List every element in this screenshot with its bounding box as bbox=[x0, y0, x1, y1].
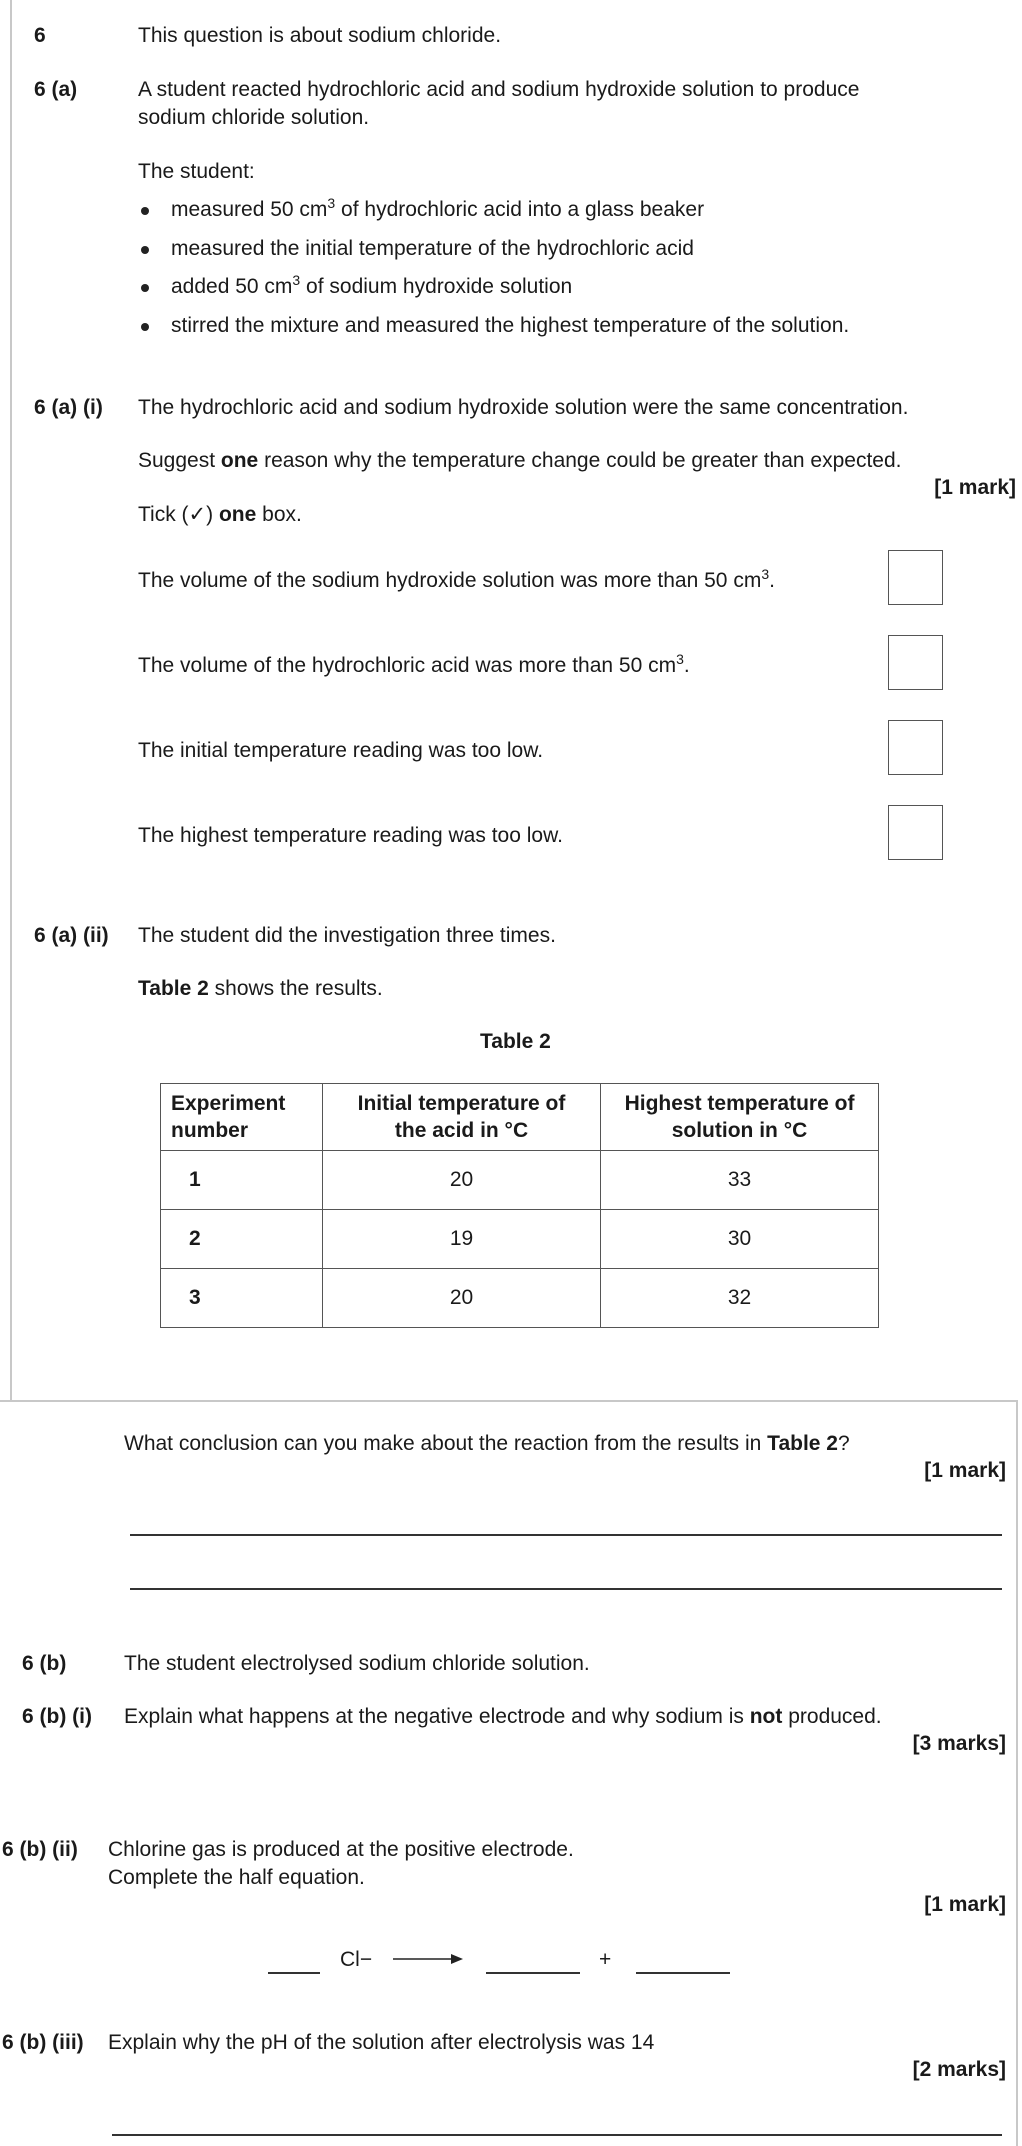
option-2-checkbox[interactable] bbox=[888, 635, 943, 690]
question-number-6aii: 6 (a) (ii) bbox=[34, 924, 109, 947]
marks-6bii: [1 mark] bbox=[924, 1893, 1006, 1916]
equation-blank-coefficient[interactable] bbox=[268, 1972, 320, 1974]
table-row bbox=[161, 1269, 879, 1328]
chloride-ion: Cl− bbox=[340, 1948, 373, 1971]
table-row bbox=[161, 1210, 879, 1269]
answer-line[interactable] bbox=[130, 1588, 1002, 1590]
bullet-dot bbox=[141, 246, 149, 254]
question-6ai-suggest: Suggest one reason why the temperature change could be greater than expected. bbox=[138, 449, 902, 472]
table-header-cell: Highest temperature of solution in °C bbox=[601, 1084, 879, 1151]
tick-instruction: Tick (✓) one box. bbox=[138, 503, 302, 526]
question-number-6a: 6 (a) bbox=[34, 78, 78, 101]
bullet-item-4: stirred the mixture and measured the highest temperature of the solution. bbox=[171, 314, 850, 337]
bullet-dot bbox=[141, 207, 149, 215]
bullet-item-3: added 50 $cm^3$ of sodium hydroxide solution bbox=[171, 272, 573, 298]
table-header-cell: Initial temperature of the acid in °C bbox=[323, 1084, 601, 1151]
question-number-6ai: 6 (a) (i) bbox=[34, 396, 103, 419]
question-number-6bii: 6 (b) (ii) bbox=[2, 1838, 78, 1861]
bullet-item-1: measured 50 $cm^3$ of hydrochloric acid into a glass beaker bbox=[171, 195, 705, 221]
table-cell: 20 bbox=[323, 1269, 601, 1328]
table-cell: 20 bbox=[323, 1151, 601, 1210]
table-cell: 33 bbox=[601, 1151, 879, 1210]
table-header-row bbox=[161, 1084, 879, 1151]
question-6a-line2: sodium chloride solution. bbox=[138, 106, 370, 129]
page-left-border-top bbox=[10, 0, 12, 1400]
page-break-divider bbox=[0, 1400, 1018, 1402]
equation-plus: + bbox=[599, 1948, 612, 1971]
option-3-checkbox[interactable] bbox=[888, 720, 943, 775]
table-cell: 32 bbox=[601, 1269, 879, 1328]
option-1-checkbox[interactable] bbox=[888, 550, 943, 605]
question-6biii-statement: Explain why the pH of the solution after electrolysis was 14 bbox=[108, 2031, 655, 2054]
option-4-checkbox[interactable] bbox=[888, 805, 943, 860]
option-3-text: The initial temperature reading was too low. bbox=[138, 739, 544, 762]
question-number-6biii: 6 (b) (iii) bbox=[2, 2031, 84, 2054]
table-header-cell: Experiment number bbox=[161, 1084, 323, 1151]
marks-6ai: [1 mark] bbox=[934, 476, 1016, 499]
question-6bii-line1: Chlorine gas is produced at the positive electrode. bbox=[108, 1838, 574, 1861]
option-1-text: The volume of the sodium hydroxide solution was more than 50 $cm^3$. bbox=[138, 566, 775, 592]
results-table bbox=[160, 1083, 879, 1328]
question-6b-statement: The student electrolysed sodium chloride solution. bbox=[124, 1652, 590, 1675]
equation-blank-product[interactable] bbox=[486, 1972, 580, 1974]
question-6-intro: This question is about sodium chloride. bbox=[138, 24, 502, 47]
bullet-item-2: measured the initial temperature of the hydrochloric acid bbox=[171, 237, 694, 260]
table-cell: 30 bbox=[601, 1210, 879, 1269]
conclusion-question: What conclusion can you make about the reaction from the results in Table 2? bbox=[124, 1432, 850, 1455]
question-number-6: 6 bbox=[34, 24, 46, 47]
table-row bbox=[161, 1151, 879, 1210]
option-4-text: The highest temperature reading was too low. bbox=[138, 824, 563, 847]
question-6aii-statement: The student did the investigation three times. bbox=[138, 924, 556, 947]
marks-6bi: [3 marks] bbox=[912, 1732, 1006, 1755]
question-6bii-line2: Complete the half equation. bbox=[108, 1866, 365, 1889]
table-cell: 1 bbox=[161, 1151, 323, 1210]
question-6ai-statement: The hydrochloric acid and sodium hydroxide solution were the same concentration. bbox=[138, 396, 909, 419]
answer-line[interactable] bbox=[130, 1534, 1002, 1536]
bullet-dot bbox=[141, 284, 149, 292]
student-label: The student: bbox=[138, 160, 255, 183]
marks-6aii: [1 mark] bbox=[924, 1459, 1006, 1482]
marks-6biii: [2 marks] bbox=[912, 2058, 1006, 2081]
equation-blank-electrons[interactable] bbox=[636, 1972, 730, 1974]
question-6bi-text: Explain what happens at the negative electrode and why sodium is not produced. bbox=[124, 1705, 882, 1728]
table-cell: 2 bbox=[161, 1210, 323, 1269]
reaction-arrow-icon bbox=[393, 1952, 463, 1966]
question-6a-line1: A student reacted hydrochloric acid and sodium hydroxide solution to produce bbox=[138, 78, 860, 101]
table-cell: 3 bbox=[161, 1269, 323, 1328]
question-number-6b: 6 (b) bbox=[22, 1652, 67, 1675]
answer-line[interactable] bbox=[112, 2134, 1002, 2136]
bullet-dot bbox=[141, 323, 149, 331]
page-right-border-bottom bbox=[1016, 1400, 1018, 2146]
option-2-text: The volume of the hydrochloric acid was more than 50 $cm^3$. bbox=[138, 651, 690, 677]
table-cell: 19 bbox=[323, 1210, 601, 1269]
table-title: Table 2 bbox=[480, 1030, 551, 1053]
table-reference: Table 2 shows the results. bbox=[138, 977, 383, 1000]
question-number-6bi: 6 (b) (i) bbox=[22, 1705, 92, 1728]
